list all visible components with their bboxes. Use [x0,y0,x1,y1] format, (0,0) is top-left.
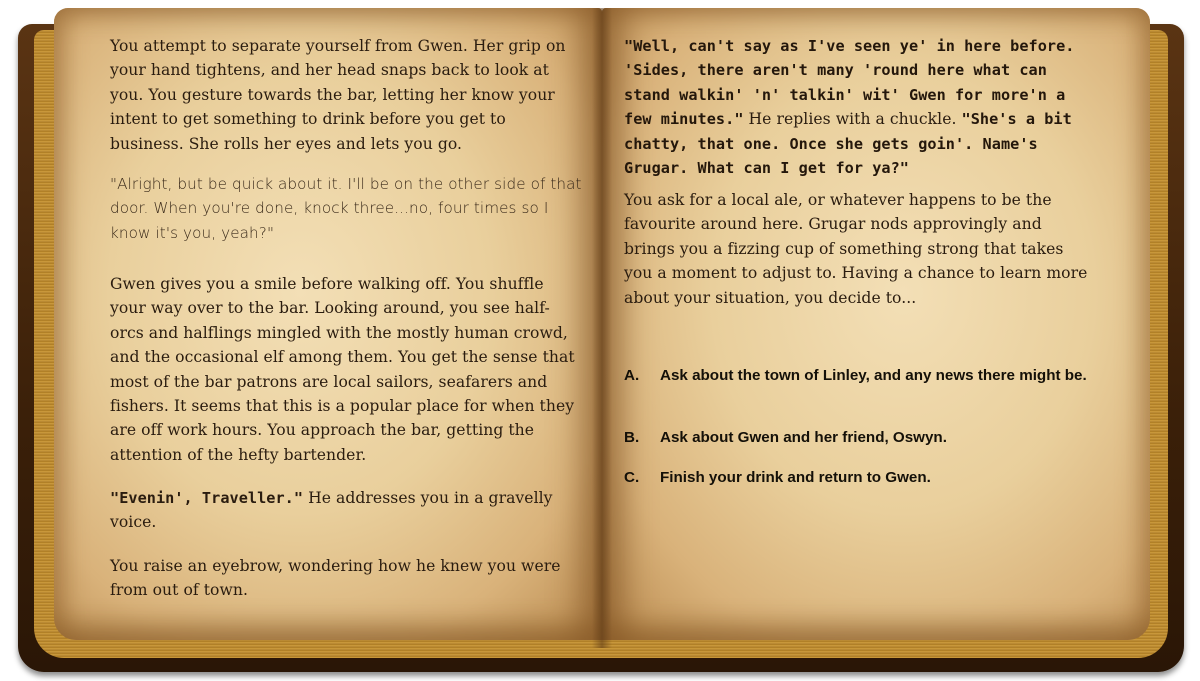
gwen-dialogue: "Alright, but be quick about it. I'll be on the other side of that door. When you're done, knock three...no, four times so I know it's you, yeah?" [110,175,582,242]
grugar-dialogue-2: "She's a bit chatty, that one. Once she gets goin'. Name's Grugar. What can I get for ya?" [624,110,1072,178]
choice-b-letter: B. [624,429,640,446]
choice-c-letter: C. [624,469,640,486]
left-paragraph-1: You attempt to separate yourself from Gwen. Her grip on your hand tightens, and her head snaps back to look at you. You gesture towards the bar, letting her know your intent to get something to drink before you get to business. She rolls her eyes and lets you go. [110,37,566,153]
right-paragraph-2: You ask for a local ale, or whatever happens to be the favourite around here. Grugar nods approvingly and brings you a fizzing cup of something strong that takes you a moment to adjust to. Having a chance to learn more about your situation, you decide to... [624,191,1088,307]
choice-b-text: Ask about Gwen and her friend, Oswyn. [660,429,947,446]
choice-a-text: Ask about the town of Linley, and any news there might be. [660,367,1087,384]
choice-c[interactable] [624,468,1094,488]
choice-b[interactable] [624,428,1094,448]
right-paragraph-1 [624,34,1098,180]
grugar-narration: He replies with a chuckle. [743,110,962,129]
left-paragraph-4 [110,486,580,535]
bartender-greeting-narration: He addresses you in a gravelly voice. [110,489,553,532]
left-paragraph-3: Gwen gives you a smile before walking off. You shuffle your way over to the bar. Looking around, you see half-orcs and halflings mingled with the mostly human crowd, and the occasional elf among them. You get the sense that most of the bar patrons are local sailors, seafarers and fishers. It seems that this is a popular place for when they are off work hours. You approach the bar, getting the attention of the hefty bartender. [110,275,575,464]
grugar-dialogue-1: "Well, can't say as I've seen ye' in here before. 'Sides, there aren't many 'round here what can stand walkin' 'n' talkin' wit' Gwen for more'n a few minutes." [624,37,1075,129]
right-page [602,8,1150,640]
choice-c-text: Finish your drink and return to Gwen. [660,469,931,486]
choice-a[interactable] [624,366,1094,386]
left-page [54,8,602,640]
left-paragraph-5: You raise an eyebrow, wondering how he knew you were from out of town. [110,557,561,600]
choice-a-letter: A. [624,367,640,384]
bartender-greeting: "Evenin', Traveller." [110,489,304,507]
book-spine-shadow [592,8,612,648]
